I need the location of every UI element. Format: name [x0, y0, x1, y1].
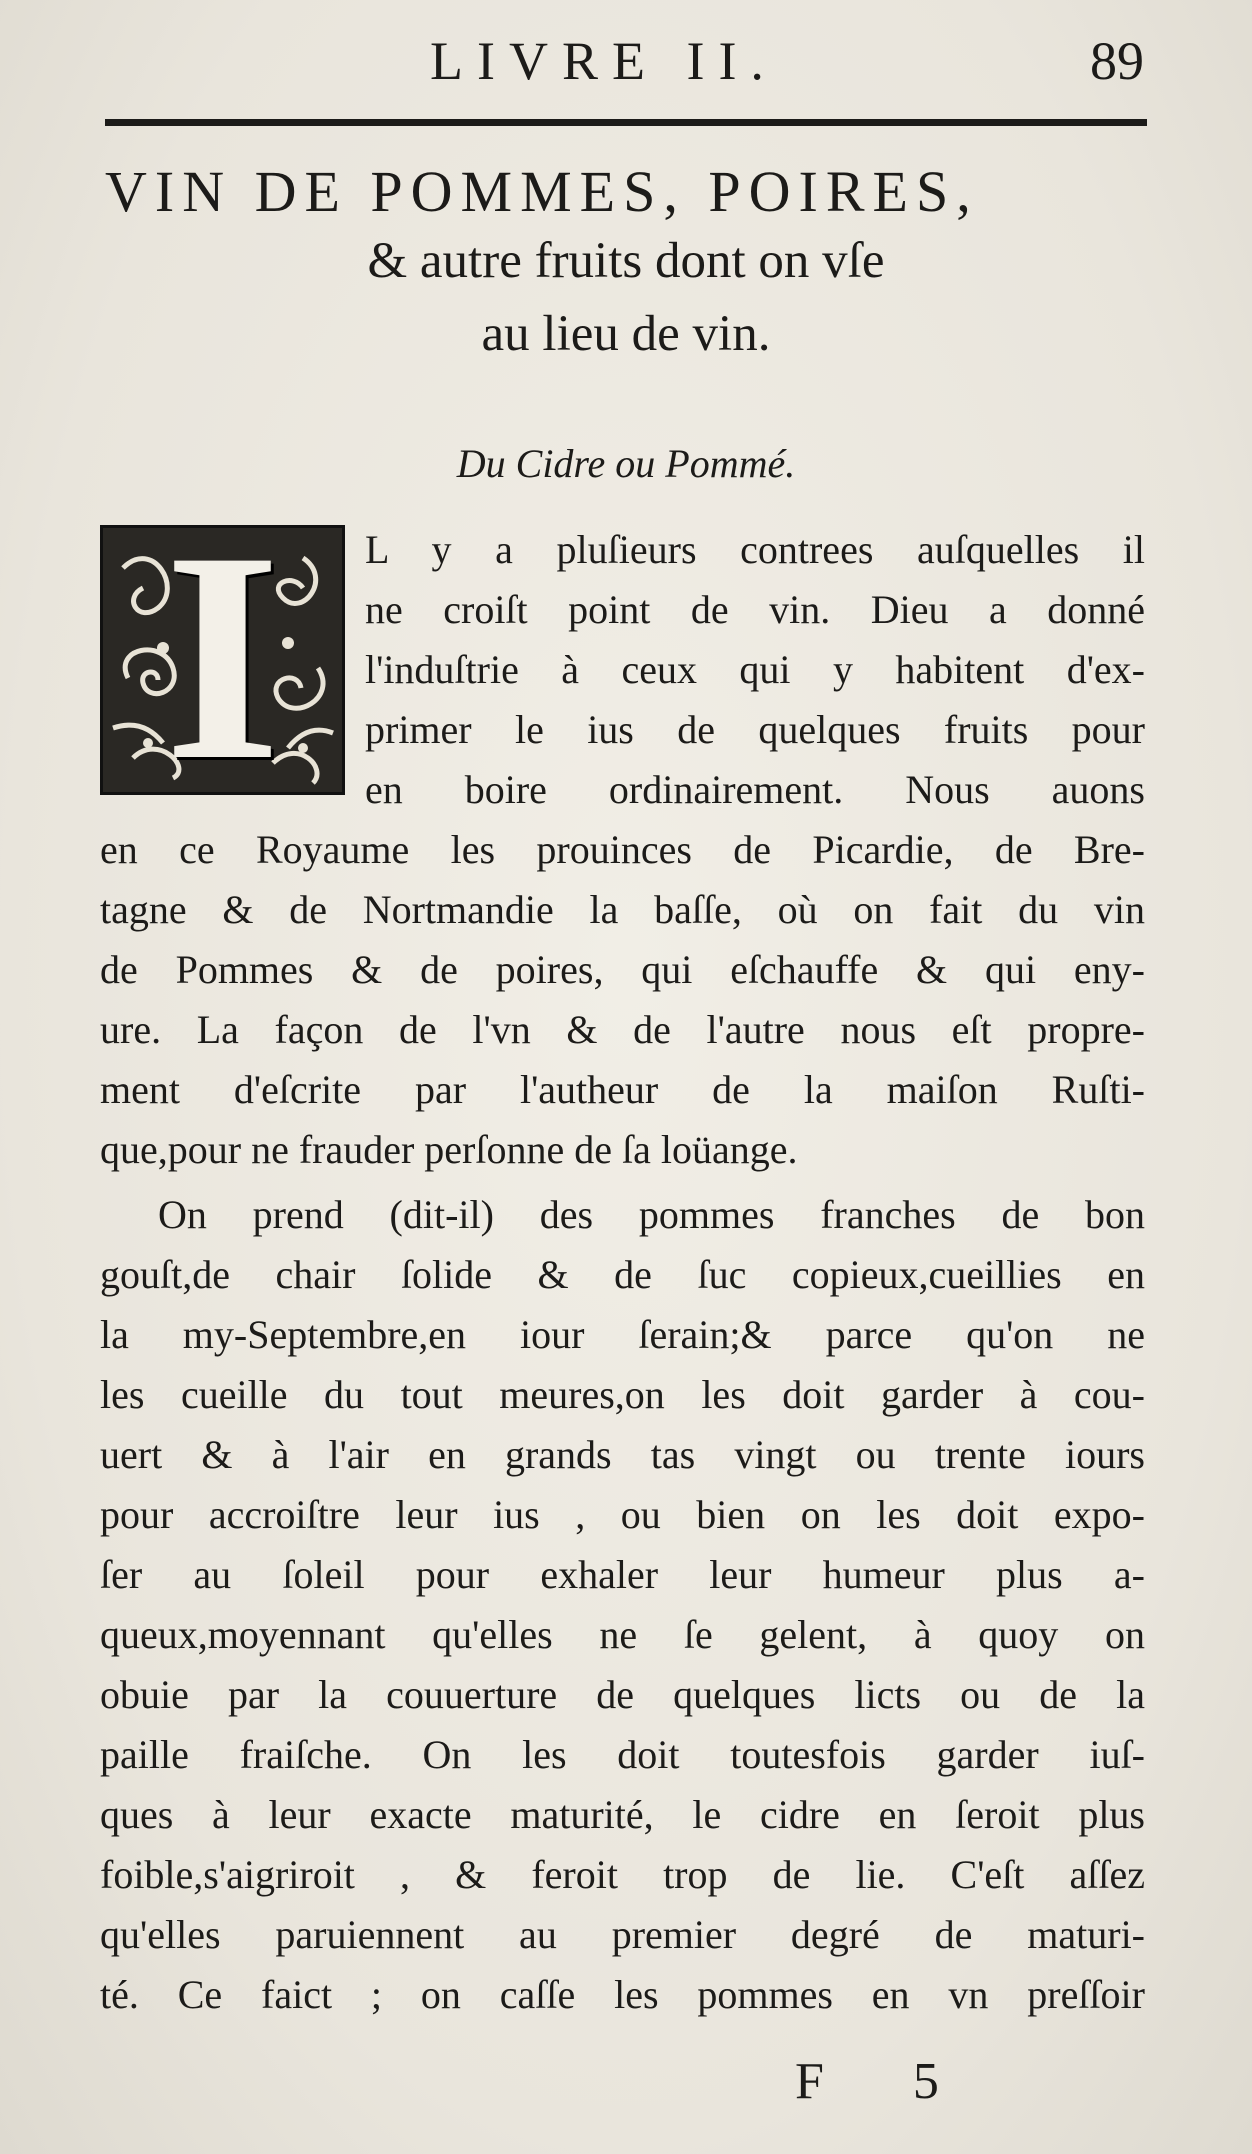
paragraph-1-line: en ce Royaume les prouinces de Picardie, de Bre-	[100, 827, 1145, 872]
signature-mark: F 5	[795, 2053, 977, 2110]
paragraph-2-line: gouſt,de chair ſolide & de ſuc copieux,cueillies en	[100, 1252, 1145, 1297]
section-heading: Du Cidre ou Pommé.	[456, 441, 796, 486]
paragraph-1-line: ment d'eſcrite par l'autheur de la maiſon Ruſti-	[100, 1067, 1145, 1112]
paragraph-2-line: ques à leur exacte maturité, le cidre en ſeroit plus	[100, 1792, 1145, 1837]
paragraph-2-line: queux,moyennant qu'elles ne ſe gelent, à quoy on	[100, 1612, 1145, 1657]
paragraph-2-line: pour accroiſtre leur ius , ou bien on les doit expo-	[100, 1492, 1145, 1537]
paragraph-1-line: ure. La façon de l'vn & de l'autre nous eſt propre-	[100, 1007, 1145, 1052]
paragraph-1-line: L y a pluſieurs contrees auſquelles il	[365, 527, 1145, 572]
decorated-initial	[100, 525, 345, 795]
paragraph-1-line: l'induſtrie à ceux qui y habitent d'ex-	[365, 647, 1145, 692]
header-rule	[105, 119, 1147, 126]
paragraph-1-line: primer le ius de quelques fruits pour	[365, 707, 1145, 752]
drop-cap-letter: I	[164, 525, 281, 795]
paragraph-1-line: que,pour ne frauder perſonne de ſa loüange.	[100, 1127, 798, 1172]
paragraph-2-line: foible,s'aigriroit , & feroit trop de lie. C'eſt aſſez	[100, 1852, 1145, 1897]
paragraph-2-line: ſer au ſoleil pour exhaler leur humeur plus a-	[100, 1552, 1145, 1597]
running-title: LIVRE II.	[430, 31, 778, 91]
paragraph-2-line: la my-Septembre,en iour ſerain;& parce qu'on ne	[100, 1312, 1145, 1357]
chapter-subtitle-line-1: & autre fruits dont on vſe	[367, 233, 885, 289]
chapter-subtitle-line-2: au lieu de vin.	[481, 306, 771, 362]
paragraph-2-line: obuie par la couuerture de quelques licts ou de la	[100, 1672, 1145, 1717]
paragraph-2-line: On prend (dit-il) des pommes franches de bon	[158, 1192, 1145, 1237]
running-head	[0, 30, 1252, 100]
paragraph-2-line: paille fraiſche. On les doit toutesfois garder iuſ-	[100, 1732, 1145, 1777]
paragraph-2-line: té. Ce faict ; on caſſe les pommes en vn preſſoir	[100, 1972, 1145, 2017]
paragraph-2-line: les cueille du tout meures,on les doit garder à cou-	[100, 1372, 1145, 1417]
paragraph-1-line: en boire ordinairement. Nous auons	[365, 767, 1145, 812]
paragraph-1-line: ne croiſt point de vin. Dieu a donné	[365, 587, 1145, 632]
page-number: 89	[1090, 31, 1144, 91]
paragraph-2-line: qu'elles paruiennent au premier degré de maturi-	[100, 1912, 1145, 1957]
paragraph-1-line: tagne & de Nortmandie la baſſe, où on fait du vin	[100, 887, 1145, 932]
paragraph-2-line: uert & à l'air en grands tas vingt ou trente iours	[100, 1432, 1145, 1477]
paragraph-1-line: de Pommes & de poires, qui eſchauffe & qui eny-	[100, 947, 1145, 992]
chapter-title: VIN DE POMMES, POIRES,	[105, 159, 979, 224]
